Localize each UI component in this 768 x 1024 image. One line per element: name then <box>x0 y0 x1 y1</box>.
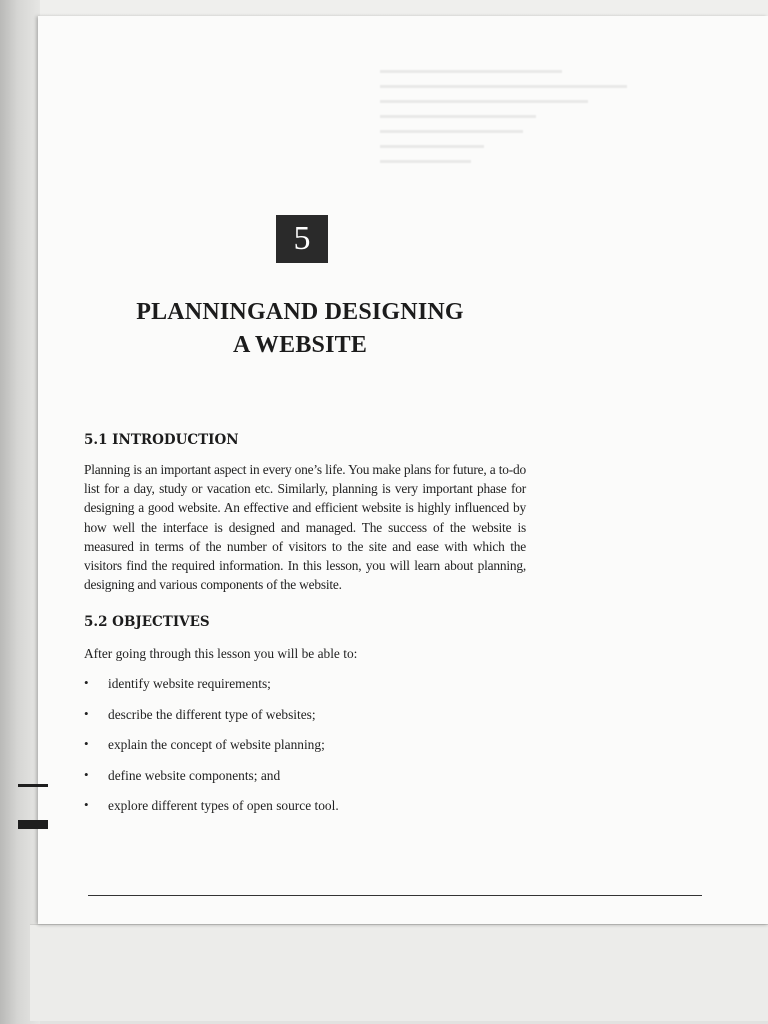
edge-mark <box>18 784 48 787</box>
show-through-bleed <box>380 58 640 288</box>
chapter-title <box>100 296 500 362</box>
chapter-number-badge: 5 <box>276 215 328 263</box>
section-heading-introduction: 5.1 INTRODUCTION <box>84 432 239 448</box>
chapter-title-line1: PLANNINGAND DESIGNING <box>136 299 464 325</box>
objectives-list <box>84 676 339 829</box>
scan-left-shadow <box>0 0 40 1024</box>
list-item: • identify website requirements; <box>84 675 271 691</box>
bullet-icon: • <box>84 797 89 812</box>
list-item: • explain the concept of website planning; <box>84 736 325 752</box>
list-item: • describe the different type of websites; <box>84 705 316 722</box>
list-item: • define website components; and <box>84 766 281 783</box>
introduction-paragraph: Planning is an important aspect in every one’s life. You make plans for future, a to-do list for a day, study or vacation etc. Similarly, planning is very important phase for designing a good website. An effective and efficient website is highly influenced by how well the interface is designed and managed. The success of the website is measured in terms of the number of visitors to the site and ease with which the visitors find the required information. In this lesson, you will learn about planning, designing and various components of the website. <box>84 462 526 593</box>
underlying-sheet <box>30 924 768 1021</box>
chapter-title-line2: A WEBSITE <box>232 332 368 358</box>
bullet-icon: • <box>84 705 89 721</box>
bullet-icon: • <box>84 675 89 690</box>
bullet-icon: • <box>84 736 89 751</box>
edge-mark <box>18 820 48 829</box>
list-item: • explore different types of open source tool. <box>84 797 339 813</box>
footer-rule <box>88 895 702 896</box>
bullet-icon: • <box>84 766 89 782</box>
objectives-lead: After going through this lesson you will be able to: <box>84 646 358 661</box>
section-heading-objectives: 5.2 OBJECTIVES <box>84 614 210 630</box>
